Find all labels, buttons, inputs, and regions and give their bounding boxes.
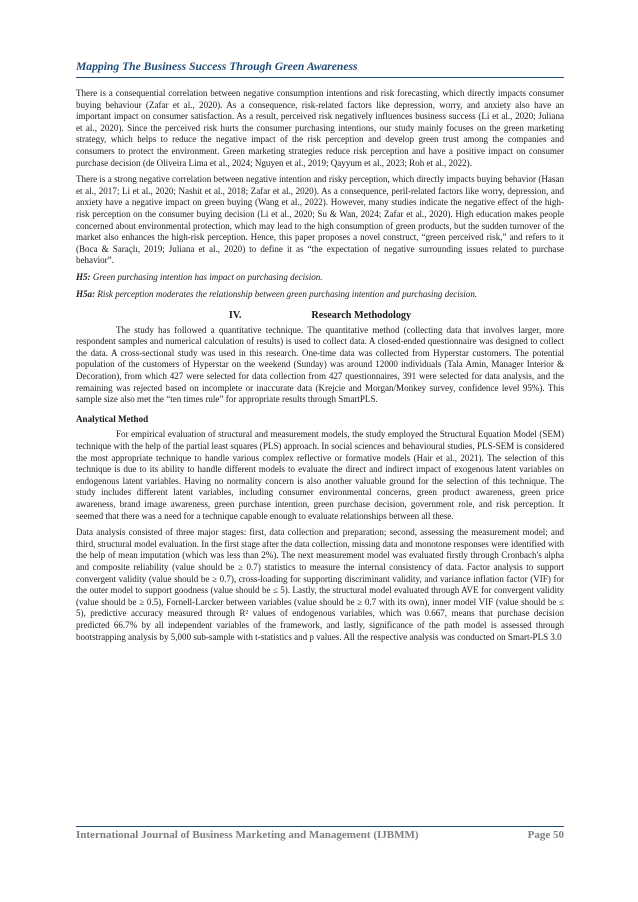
- footer-divider: [76, 826, 564, 827]
- paragraph: There is a strong negative correlation between negative intention and risky perception, which directly impacts buying behavior (Hasan et al., 2017; Li et al., 2020; Nashit et al., 2018; Zafar et al., 2020). As a consequence, peril-related factors like worry, depression, and anxiety have a negative impact on green buying (Wang et al., 2022). However, many studies indicate the negative effect of the high-risk perception on the consumer buying decision (Li et al., 2020; Su & Wan, 2024; Zafar et al., 2020). High education makes people concerned about environmental protection, which may lead to the high consumption of green products, but the sudden turnover of the market also enhances the high-risk perception. Hence, this paper proposes a novel construct, “green perceived risk,” and refers to it (Boca & Saraçlı, 2019; Juliana et al., 2020) to define it as “the expectation of negative surrounding issues related to purchase behavior”.: [76, 174, 564, 266]
- hypothesis-h5a: [76, 289, 564, 301]
- hypothesis-label: H5:: [76, 271, 91, 282]
- hypothesis-text: Green purchasing intention has impact on purchasing decision.: [92, 271, 323, 282]
- hypothesis-label: H5a:: [76, 288, 96, 299]
- paragraph: There is a consequential correlation between negative consumption intentions and risk forecasting, which directly impacts consumer buying behaviour (Zafar et al., 2020). As a consequence, risk-related factors like depression, worry, and anxiety also have an important impact on consumer satisfaction. As a result, perceived risk negatively influences business success (Li et al., 2020; Juliana et al., 2020). Since the perceived risk hurts the consumer purchasing intentions, our study mainly focuses on the green marketing strategy, which helps to reduce the negative impact of the risk perception and develop green trust among the companies and consumers to protect the environment. Green marketing strategies reduce risk perception and have a positive impact on consumer purchase decision (de Oliveira Lima et al., 2024; Nguyen et al., 2019; Qayyum et al., 2023; Roh et al., 2022).: [76, 88, 564, 168]
- section-heading: [76, 310, 564, 322]
- journal-name: International Journal of Business Marketing and Management (IJBMM): [76, 829, 419, 841]
- subheading: Analytical Method: [76, 413, 149, 424]
- page-footer: [76, 829, 564, 841]
- section-number: IV.: [228, 310, 242, 322]
- hypothesis-h5: [76, 272, 564, 284]
- section-title: Research Methodology: [311, 310, 412, 322]
- hypothesis-text: Risk perception moderates the relationship between green purchasing intention and purchasing decision.: [97, 288, 478, 299]
- running-header: Mapping The Business Success Through Green Awareness: [76, 60, 358, 73]
- paragraph: The study has followed a quantitative technique. The quantitative method (collecting data that involves larger, more respondent samples and numerical calculation of results) is used to collect data. A closed-ended questionnaire was designed to collect the data. A cross-sectional study was used in this research. One-time data was collected from Hyperstar customers. The potential population of the customers of Hyperstar on the weekend (Sunday) was around 12000 individuals (Tala Amin, Manager Interior & Decoration), from which 427 were selected for data collection from 427 questionnaires, 391 were selected for data analysis, and the remaining was rejected based on incomplete or inaccurate data (Krejcie and Morgan/Monkey survey, confidence level 95%). This sample size also met the “ten times rule” for appropriate results through SmartPLS.: [76, 324, 564, 405]
- paragraph: Data analysis consisted of three major stages: first, data collection and preparation; second, assessing the measurement model; and third, structural model evaluation. In the first stage after the data collection, missing data and monotone responses were identified with the help of mean imputation (which was less than 2%). The next measurement model was evaluated firstly through Cronbach's alpha and composite reliability (value should be ≥ 0.7) statistics to measure the internal consistency of data. Factor analysis to support convergent validity (value should be ≥ 0.7), cross-loading for supporting discriminant validity, and variance inflation factor (VIF) for the outer model to support goodness (value should be ≤ 5). Lastly, the structural model evaluated through AVE for convergent validity (value should be ≥ 0.5), Fornell-Larcker between variables (value should be ≥ 0.7 with its own), inner model VIF (value should be ≤ 5), predictive accuracy measured through R² values of endogenous variables, which was 0.667, means that purchase decision predicted 66.7% by all independent variables of the framework, and lastly, significance of the path model is assessed through bootstrapping analysis by 5,000 sub-sample with t-statistics and p values. All the respective analysis was conducted on Smart-PLS 3.0: [76, 527, 564, 642]
- body-content: [76, 88, 564, 648]
- header-divider: [76, 77, 564, 78]
- page-number: Page 50: [527, 829, 564, 841]
- paragraph: For empirical evaluation of structural and measurement models, the study employed the Structural Equation Model (SEM) technique with the help of the partial least squares (PLS) approach. In social sciences and behavioural studies, PLS-SEM is considered the most appropriate technique to handle various complex reflective or formative models (Hair et al., 2021). The selection of this technique is due to its ability to handle different models to evaluate the direct and indirect impact of exogenous latent variables on endogenous latent variables. Having no normality concern is also another valuable ground for the selection of this technique. The study includes different latent variables, including consumer environmental concerns, green product awareness, green price awareness, brand image awareness, green purchase intention, green purchase decision, government role, and risk perception. It seemed that there was a need for a technique capable enough to evaluate relationships between all these.: [76, 429, 564, 521]
